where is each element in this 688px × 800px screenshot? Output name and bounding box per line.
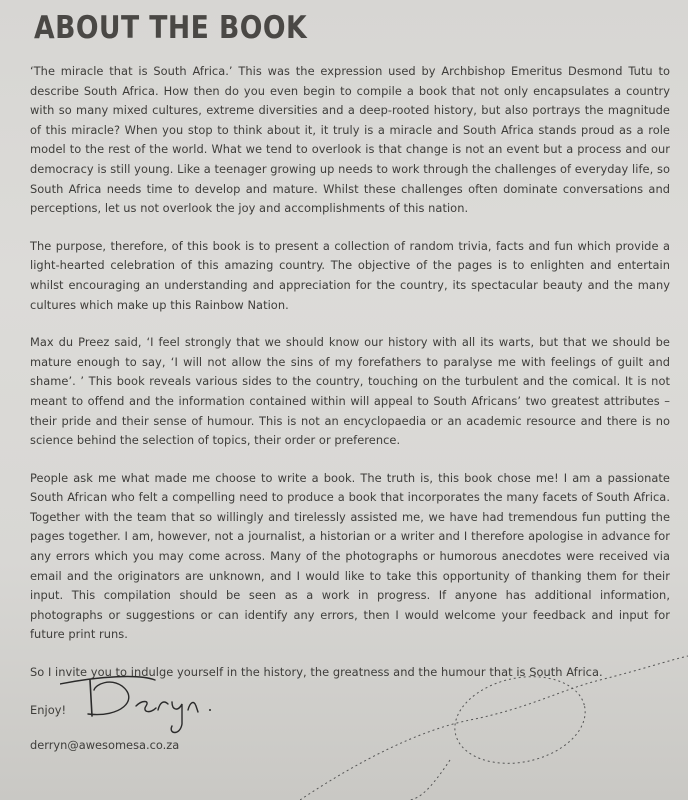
handwritten-signature [60,670,260,740]
decorative-dotted-swirl [300,640,688,800]
body-text [30,62,670,738]
closing-text: Enjoy! [30,702,67,717]
page-title: ABOUT THE BOOK [34,10,308,46]
paragraph-1: ‘The miracle that is South Africa.’ This was the expression used by Archbishop Emeritus Desmond Tutu to describe South Africa. How then do you even begin to compile a book that not only encapsulates a country with so many mixed cultures, extreme diversities and a deep-rooted history, but also portrays the magnitude of this miracle? When you stop to think about it, it truly is a miracle and South Africa stands proud as a role model to the rest of the world. What we tend to overlook is that change is not an event but a process and our democracy is still young. Like a teenager growing up needs to work through the challenges of everyday life, so South Africa needs time to develop and mature. Whilst these challenges often dominate conversations and perceptions, let us not overlook the joy and accomplishments of this nation. [30,64,670,216]
email-address: derryn@awesomesa.co.za [30,738,180,752]
paragraph-2: The purpose, therefore, of this book is to present a collection of random trivia, facts and fun which provide a light-hearted celebration of this amazing country. The objective of the pages is to enlighten and entertain whilst encouraging an understanding and appreciation for the country, its spectacular beauty and the many cultures which make up this Rainbow Nation. [30,238,670,312]
paragraph-3: Max du Preez said, ‘I feel strongly that we should know our history with all its warts, but that we should be mature enough to say, ‘I will not allow the sins of my forefathers to paralyse me with feelings of guilt and shame’. ’ This book reveals various sides to the country, touching on the turbulent and the comical. It is not meant to offend and the information contained within will appeal to South Africans’ two greatest attributes – their pride and their sense of humour. This is not an encyclopaedia or an academic resource and there is no science behind the selection of topics, their order or preference. [30,335,670,448]
invite-paragraph: So I invite you to indulge yourself in the history, the greatness and the humour that is South Africa. [30,665,603,680]
paragraph-4: People ask me what made me choose to write a book. The truth is, this book chose me! I am a passionate South African who felt a compelling need to produce a book that incorporates the many facets of South Africa. Together with the team that so willingly and tirelessly assisted me, we have had tremendous fun putting the pages together. I am, however, not a journalist, a historian or a writer and I therefore apologise in advance for any errors which you may come across. Many of the photographs or humorous anecdotes were received via email and the originators are unknown, and I would like to take this opportunity of thanking them for their input. This compilation should be seen as a work in progress. If anyone has additional information, photographs or suggestions or can identify any errors, then I would welcome your feedback and input for future print runs. [30,470,670,642]
